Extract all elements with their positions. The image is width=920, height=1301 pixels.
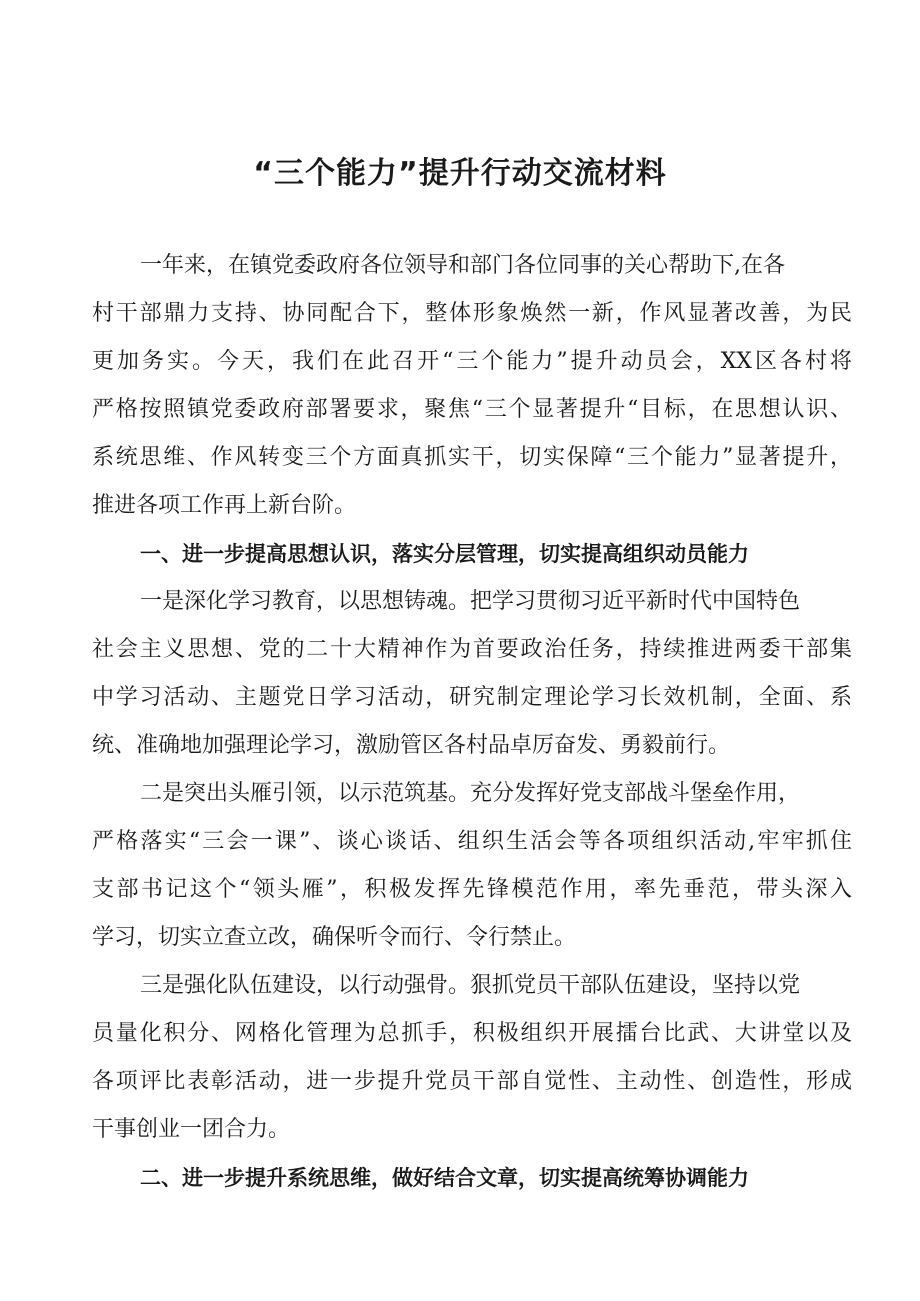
paragraph-line: 系统思维、作风转变三个方面真抓实干，切实保障“三个能力”显著提升， xyxy=(92,445,852,470)
paragraph-line: 一年来，在镇党委政府各位领导和部门各位同事的关心帮助下,在各 xyxy=(140,253,785,278)
paragraph-line: 各项评比表彰活动，进一步提升党员干部自觉性、主动性、创造性，形成 xyxy=(92,1069,852,1094)
paragraph-line: 二是突出头雁引领，以示范筑基。充分发挥好党支部战斗堡垒作用， xyxy=(140,781,801,806)
paragraph-line: 严格落实“三会一课”、谈心谈话、组织生活会等各项组织活动,牢牢抓住 xyxy=(92,829,852,854)
paragraph-line: 员量化积分、网格化管理为总抓手，积极组织开展擂台比武、大讲堂以及 xyxy=(92,1021,852,1046)
paragraph-line: 三是强化队伍建设，以行动强骨。狠抓党员干部队伍建设，坚持以党 xyxy=(140,973,801,998)
section-heading: 一、进一步提高思想认识，落实分层管理，切实提高组织动员能力 xyxy=(140,542,749,566)
paragraph-line: 统、准确地加强理论学习，激励管区各村品卓厉奋发、勇毅前行。 xyxy=(92,733,731,758)
paragraph-line: 村干部鼎力支持、协同配合下，整体形象焕然一新，作风显著改善，为民 xyxy=(92,301,852,326)
paragraph-line: 推进各项工作再上新台阶。 xyxy=(92,493,357,518)
paragraph-line: 社会主义思想、党的二十大精神作为首要政治任务，持续推进两委干部集 xyxy=(92,637,852,662)
paragraph-line: 严格按照镇党委政府部署要求，聚焦“三个显著提升“目标，在思想认识、 xyxy=(92,397,852,422)
paragraph-line: 一是深化学习教育，以思想铸魂。把学习贯彻习近平新时代中国特色 xyxy=(140,589,801,614)
paragraph-line: 更加务实。今天，我们在此召开“三个能力”提升动员会，XX区各村将 xyxy=(92,349,852,374)
section-heading: 二、进一步提升系统思维，做好结合文章，切实提高统筹协调能力 xyxy=(140,1166,749,1190)
paragraph-line: 中学习活动、主题党日学习活动，研究制定理论学习长效机制，全面、系 xyxy=(92,685,852,710)
document-title: “三个能力”提升行动交流材料 xyxy=(253,156,667,191)
paragraph-line: 干事创业一团合力。 xyxy=(92,1117,291,1142)
paragraph-line: 支部书记这个“领头雁”，积极发挥先锋模范作用，率先垂范，带头深入 xyxy=(92,877,852,902)
paragraph-line: 学习，切实立查立改，确保听令而行、令行禁止。 xyxy=(92,925,577,950)
document-body xyxy=(92,242,852,1202)
